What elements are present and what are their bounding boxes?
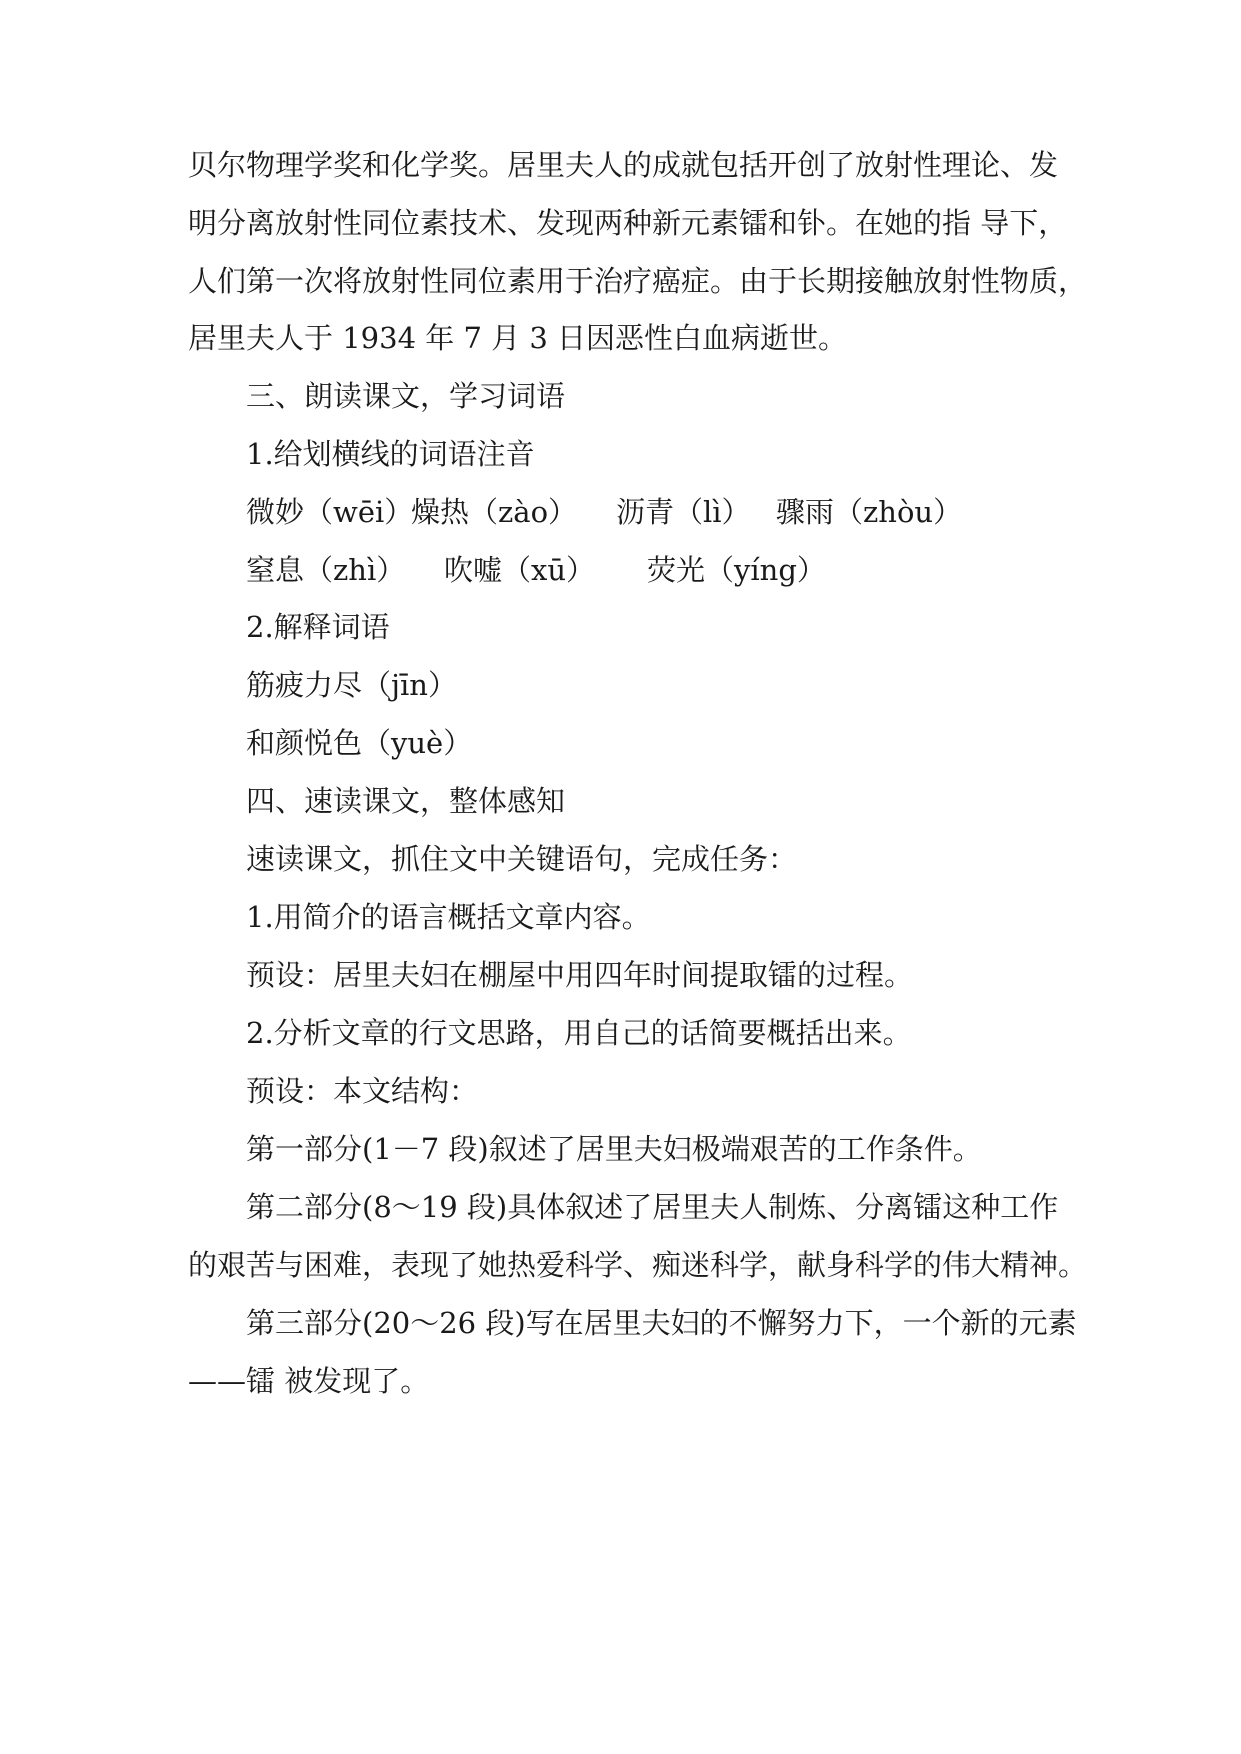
vocab-item: 骤雨（zhòu）	[776, 495, 963, 529]
structure-part-2-line-2: 的艰苦与困难，表现了她热爱科学、痴迷科学，献身科学的伟大精神。	[188, 1248, 1088, 1282]
vocab-item: 窒息（zhì）	[246, 553, 406, 587]
intro-line-2: 明分离放射性同位素技术、发现两种新元素镭和钋。在她的指 导下，	[188, 206, 1068, 240]
intro-line-3: 人们第一次将放射性同位素用于治疗癌症。由于长期接触放射性物质，	[188, 264, 1088, 298]
structure-part-1: 第一部分(1－7 段)叙述了居里夫妇极端艰苦的工作条件。	[246, 1132, 982, 1166]
vocab-item: 沥青（lì）	[616, 495, 751, 529]
question-2: 2.分析文章的行文思路，用自己的话简要概括出来。	[246, 1016, 912, 1050]
vocab-row-1	[246, 492, 1088, 532]
intro-line-1: 贝尔物理学奖和化学奖。居里夫人的成就包括开创了放射性理论、发	[188, 148, 1059, 182]
structure-part-2-line-1: 第二部分(8～19 段)具体叙述了居里夫人制炼、分离镭这种工作	[246, 1190, 1059, 1224]
answer-2-label: 预设：本文结构：	[246, 1074, 479, 1108]
explain-item-2: 和颜悦色（yuè）	[246, 726, 473, 760]
structure-part-3-line-1: 第三部分(20～26 段)写在居里夫妇的不懈努力下，一个新的元素	[246, 1306, 1077, 1340]
answer-1: 预设：居里夫妇在棚屋中用四年时间提取镭的过程。	[246, 958, 914, 992]
vocab-item: 燥热（zào）	[411, 495, 578, 529]
task1-label: 1.给划横线的词语注音	[246, 437, 535, 471]
vocab-row-2	[246, 550, 1088, 590]
vocab-item: 吹嘘（xū）	[444, 553, 596, 587]
section4-intro: 速读课文，抓住文中关键语句，完成任务：	[246, 842, 798, 876]
section4-heading: 四、速读课文，整体感知	[246, 784, 566, 818]
explain-item-1: 筋疲力尽（jīn）	[246, 668, 457, 702]
vocab-item: 微妙（wēi）	[246, 495, 414, 529]
section3-heading: 三、朗读课文，学习词语	[246, 379, 566, 413]
vocab-item: 荧光（yíng）	[647, 553, 826, 587]
intro-line-4: 居里夫人于 1934 年 7 月 3 日因恶性白血病逝世。	[188, 321, 848, 355]
question-1: 1.用简介的语言概括文章内容。	[246, 900, 651, 934]
task2-label: 2.解释词语	[246, 610, 390, 644]
structure-part-3-line-2: ——镭 被发现了。	[188, 1364, 430, 1398]
